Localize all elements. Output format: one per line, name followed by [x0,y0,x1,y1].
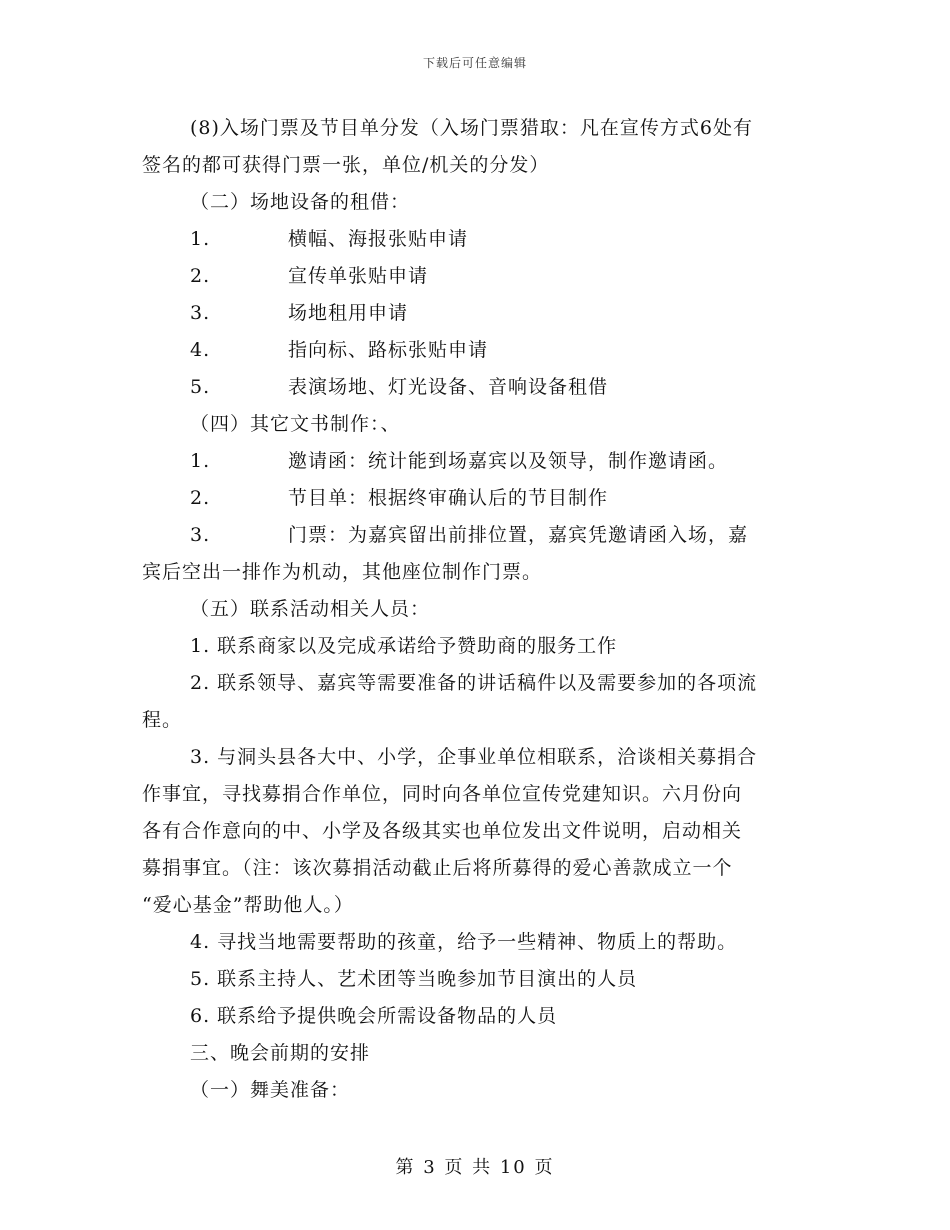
list-item-number: 1. [190,228,211,250]
paragraph-8-line1: (8)入场门票及节目单分发（入场门票猎取：凡在宣传方式6处有 [190,117,754,139]
list-item [142,369,812,406]
list-item-number: 4. [190,339,211,361]
list-item-number: 3. [190,302,211,324]
contact-item-3-line5: “爱心基金”帮助他人。） [142,894,354,916]
list-item-number: 3. [190,524,211,546]
list-item-text: 节目单：根据终审确认后的节目制作 [288,487,609,509]
contact-item-5: 5. 联系主持人、艺术团等当晚参加节目演出的人员 [190,968,638,990]
contact-item-4: 4. 寻找当地需要帮助的孩童，给予一些精神、物质上的帮助。 [190,931,738,953]
section-5-title: （五）联系活动相关人员： [190,598,431,620]
section-4-title: （四）其它文书制作：、 [190,413,401,435]
contact-item-3-line3: 各有合作意向的中、小学及各级其实也单位发出文件说明，启动相关 [142,820,743,842]
list-item-text: 邀请函：统计能到场嘉宾以及领导，制作邀请函。 [288,450,729,472]
list-item [142,480,812,517]
page-number-footer: 第 3 页 共 10 页 [395,1157,555,1178]
paragraph-8-line2: 签名的都可获得门票一张，单位/机关的分发） [142,154,550,176]
list-item-text: 横幅、海报张贴申请 [288,228,469,250]
list-item-text: 场地租用申请 [288,302,409,324]
list-item-number: 2. [190,265,211,287]
contact-item-2-line1: 2. 联系领导、嘉宾等需要准备的讲话稿件以及需要参加的各项流 [190,672,758,694]
part-3-subsection-1: （一）舞美准备： [190,1079,351,1101]
list-item-continuation: 宾后空出一排作为机动，其他座位制作门票。 [142,561,543,583]
document-body [142,110,812,1109]
part-3-title: 三、晚会前期的安排 [190,1042,371,1064]
list-item [142,332,812,369]
list-item-text: 门票：为嘉宾留出前排位置，嘉宾凭邀请函入场，嘉 [288,524,749,546]
contact-item-6: 6. 联系给予提供晚会所需设备物品的人员 [190,1005,558,1027]
contact-item-3-line1: 3. 与洞头县各大中、小学，企事业单位相联系，洽谈相关募捐合 [190,746,758,768]
list-item-number: 2. [190,487,211,509]
list-item-text: 宣传单张贴申请 [288,265,429,287]
list-item [142,258,812,295]
contact-item-2-line2: 程。 [142,709,183,731]
list-item [142,221,812,258]
header-note: 下载后可任意编辑 [422,56,527,70]
list-item-text: 指向标、路标张贴申请 [288,339,489,361]
contact-item-3-line4: 募捐事宜。（注：该次募捐活动截止后将所募得的爱心善款成立一个 [142,857,733,879]
contact-item-3-line2: 作事宜，寻找募捐合作单位，同时向各单位宣传党建知识。六月份向 [142,783,743,805]
list-item [142,517,812,554]
contact-item-1: 1. 联系商家以及完成承诺给予赞助商的服务工作 [190,635,618,657]
list-item [142,295,812,332]
list-item-number: 5. [190,376,211,398]
list-item-number: 1. [190,450,211,472]
list-item [142,443,812,480]
section-2-title: （二）场地设备的租借： [190,191,411,213]
list-item-text: 表演场地、灯光设备、音响设备租借 [288,376,609,398]
